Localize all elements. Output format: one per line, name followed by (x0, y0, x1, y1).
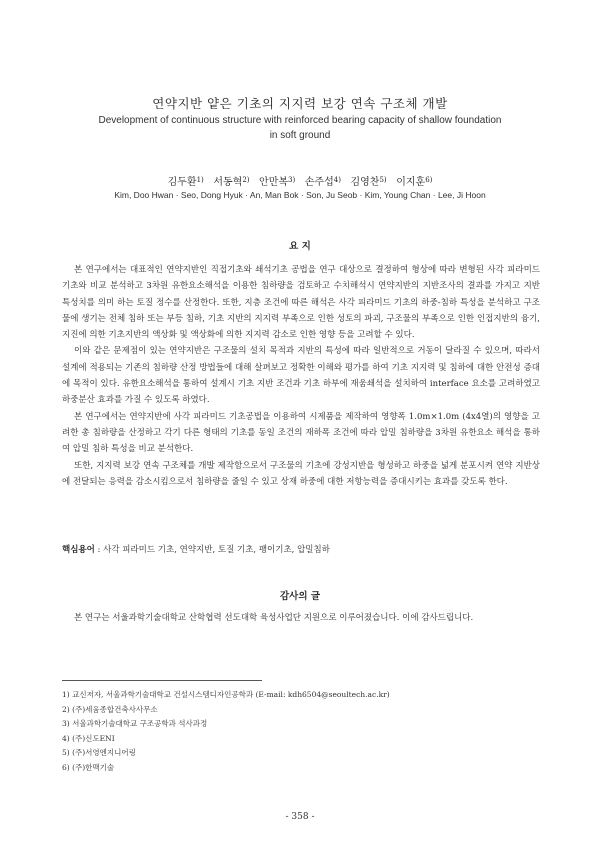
footnote-1: 1) 교신저자, 서울과학기술대학교 건설시스템디자인공학과 (E-mail: kdh6504@seoultech.ac.kr) (62, 690, 390, 699)
keywords (62, 543, 540, 555)
abstract-heading: 요 지 (289, 241, 311, 252)
title-en-line-2: in soft ground (269, 130, 331, 141)
acknowledgement-text: 본 연구는 서울과학기술대학교 산학협력 선도대학 육성사업단 지원으로 이루어졌습니다. 이에 감사드립니다. (74, 613, 474, 623)
author-4: 손주섭$^{4)}$ (304, 176, 341, 188)
keywords-text: : 사각 피라미드 기초, 연약지반, 토질 기초, 팽이기초, 압밀침하 (94, 545, 330, 555)
footnote-4: 4) (주)신도ENI (62, 733, 115, 743)
abstract-paragraph-3: 본 연구에서는 연약지반에 사각 피라미드 기초공법을 이용하여 시제품을 제작하여 영향폭 1.0m×1.0m (4x4열)의 영향을 고려한 총 침하량을 산정하고 각기 다른 형태의 기초를 동일 조건의 재하폭 조건에 따라 압밀 침하량을 3차원 유한요소 해석을 통하여 압밀 침하 특성을 비교 분석한다. (62, 411, 540, 455)
keywords-label: 핵심용어 (62, 545, 95, 555)
abstract-paragraph-1: 본 연구에서는 대표적인 연약지반인 직접기초와 쇄석기초 공법을 연구 대상으로 결정하여 형상에 따라 변형된 사각 피라미드 기초와 비교 분석하고 3차원 유한요소해석을 이용한 침하량을 검토하고 수치해석시 연약지반의 지반조사의 결과를 가지고 지반 특성치를 의미 하는 토질 정수를 산정한다. 또한, 지층 조건에 따른 해석은 사각 피라미드 기초의 하중-침하 특성을 분석하고 구조물에 생기는 전체 침하 또는 부등 침하, 기초 지반의 지지력 부족으로 인한 성토의 파괴, 구조물의 부족으로 인한 인접지반의 융기, 지진에 의한 기초지반의 액상화 및 액상화에 의한 지지력 감소로 인한 영향 등을 고려할 수 있다. (62, 265, 540, 341)
page-number: - 358 - (285, 812, 315, 822)
footnote-5: 5) (주)서영엔지니어링 (62, 748, 136, 758)
footnote-2: 2) (주)세움종합건축사사무소 (62, 704, 158, 714)
title-en-line-1: Development of continuous structure with reinforced bearing capacity of shallow foundation (98, 115, 502, 126)
authors-english: Kim, Doo Hwan · Seo, Dong Hyuk · An, Man Bok · Son, Ju Seob · Kim, Young Chan · Lee, Ji Hoon (114, 190, 486, 200)
footnote-6: 6) (주)한맥기술 (62, 762, 115, 772)
acknowledgement-heading: 감사의 글 (279, 591, 320, 602)
abstract-paragraph-4: 또한, 지지력 보강 연속 구조체를 개발 제작함으로서 구조물의 기초에 강성지반을 형성하고 하중을 넓게 분포시켜 연약 지반상에 전달되는 응력을 감소시킴으로서 침하량을 줄일 수 있고 상재 하중에 대한 저항능력을 증대시키는 효과를 갖도록 한다. (62, 460, 540, 487)
footnotes (62, 688, 540, 776)
abstract-paragraph-2: 이와 같은 문제점이 있는 연약지반은 구조물의 설치 목적과 지반의 특성에 따라 일반적으로 거동이 달라질 수 있으며, 따라서 설계에 적용되는 기존의 침하량 산정 방법들에 대해 살펴보고 정확한 이해와 평가를 하여 기초 지지력 및 침하에 대한 안전성 증대에 목적이 있다. 유한요소해석을 통하여 설계시 기초 지반 조건과 기초 하부에 재움쇄석을 설치하여 interface 요소를 고려하였고 하중분산 효과를 가질 수 있도록 하였다. (62, 346, 540, 406)
abstract-body (62, 262, 540, 490)
author-2: 서동혁$^{2)}$ (213, 176, 250, 188)
footnote-3: 3) 서울과학기술대학교 구조공학과 석사과정 (62, 719, 208, 729)
author-6: 이지훈$^{6)}$ (396, 176, 433, 188)
paper-title-korean: 연약지반 얕은 기초의 지지력 보강 연속 구조체 개발 (152, 96, 448, 111)
paper-title-english (40, 113, 560, 143)
footnote-divider (62, 680, 262, 681)
author-3: 안만복$^{3)}$ (259, 176, 296, 188)
author-5: 김영찬$^{5)}$ (350, 176, 387, 188)
author-1: 김두환$^{1)}$ (167, 176, 204, 188)
authors-korean (0, 173, 600, 188)
